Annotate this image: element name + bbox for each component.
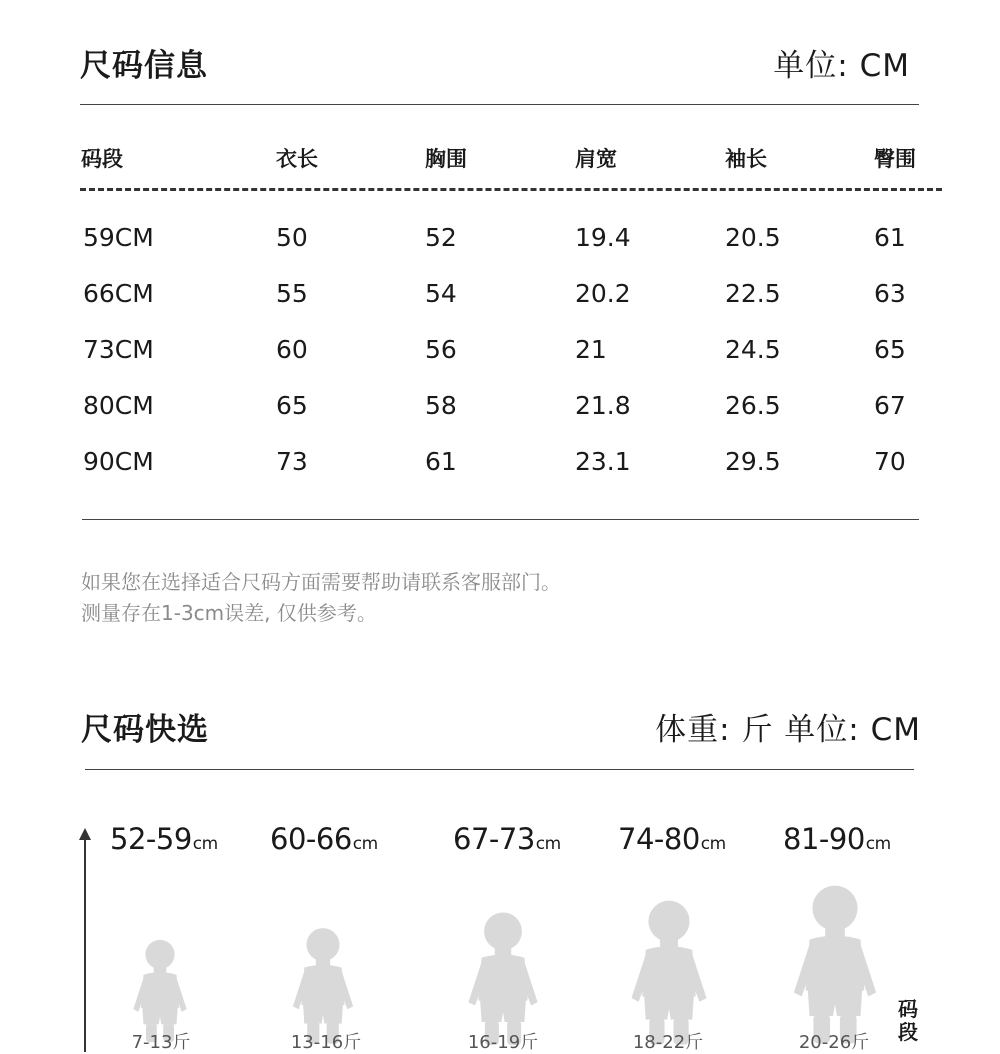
col-header-chest: 胸围	[425, 147, 467, 171]
table-cell: 24.5	[725, 335, 781, 364]
axis-label: 码段	[898, 997, 918, 1044]
table-cell: 22.5	[725, 279, 781, 308]
quick-select-title: 尺码快选	[81, 712, 209, 748]
table-cell: 20.5	[725, 223, 781, 252]
size-info-title: 尺码信息	[80, 48, 208, 84]
range-value: 67-73	[453, 822, 535, 856]
size-range-1[interactable]	[110, 822, 218, 856]
range-value: 52-59	[110, 822, 192, 856]
col-header-size: 码段	[81, 147, 123, 171]
size-range-5[interactable]	[783, 822, 891, 856]
table-cell: 19.4	[575, 223, 631, 252]
col-header-length: 衣长	[276, 147, 318, 171]
table-cell: 60	[276, 335, 308, 364]
help-note: 如果您在选择适合尺码方面需要帮助请联系客服部门。	[81, 570, 561, 594]
quick-select-divider	[85, 769, 914, 770]
measurement-note: 测量存在1-3cm误差, 仅供参考。	[81, 601, 377, 625]
table-cell: 55	[276, 279, 308, 308]
table-cell: 73CM	[83, 335, 154, 364]
quick-select-unit: 体重: 斤 单位: CM	[655, 712, 921, 748]
table-cell: 21	[575, 335, 607, 364]
weight-label-2: 13-16斤	[290, 1032, 362, 1053]
range-unit: cm	[192, 834, 218, 854]
table-cell: 65	[874, 335, 906, 364]
axis-arrow-icon	[76, 826, 94, 1052]
weight-label-3: 16-19斤	[467, 1032, 539, 1053]
table-cell: 65	[276, 391, 308, 420]
weight-label-5: 20-26斤	[798, 1032, 870, 1053]
size-range-3[interactable]	[453, 822, 561, 856]
table-bottom-divider	[82, 519, 919, 520]
size-info-unit: 单位: CM	[773, 48, 910, 84]
table-cell: 21.8	[575, 391, 631, 420]
table-cell: 70	[874, 447, 906, 476]
size-range-2[interactable]	[270, 822, 378, 856]
range-value: 81-90	[783, 822, 865, 856]
range-unit: cm	[535, 834, 561, 854]
range-value: 60-66	[270, 822, 352, 856]
col-header-hip: 臀围	[874, 147, 916, 171]
table-cell: 73	[276, 447, 308, 476]
col-header-shoulder: 肩宽	[575, 147, 617, 171]
size-range-4[interactable]	[618, 822, 726, 856]
table-cell: 50	[276, 223, 308, 252]
table-cell: 20.2	[575, 279, 631, 308]
table-cell: 90CM	[83, 447, 154, 476]
table-cell: 61	[874, 223, 906, 252]
table-cell: 66CM	[83, 279, 154, 308]
range-unit: cm	[352, 834, 378, 854]
table-cell: 54	[425, 279, 457, 308]
weight-label-4: 18-22斤	[632, 1032, 704, 1053]
table-cell: 67	[874, 391, 906, 420]
header-divider	[80, 104, 919, 105]
table-cell: 26.5	[725, 391, 781, 420]
table-cell: 56	[425, 335, 457, 364]
table-cell: 80CM	[83, 391, 154, 420]
table-cell: 52	[425, 223, 457, 252]
table-cell: 61	[425, 447, 457, 476]
range-value: 74-80	[618, 822, 700, 856]
col-header-sleeve: 袖长	[725, 147, 767, 171]
table-cell: 63	[874, 279, 906, 308]
range-unit: cm	[865, 834, 891, 854]
child-silhouette-5	[786, 882, 884, 1050]
dashed-divider	[80, 188, 942, 191]
table-cell: 58	[425, 391, 457, 420]
table-cell: 59CM	[83, 223, 154, 252]
table-cell: 23.1	[575, 447, 631, 476]
table-cell: 29.5	[725, 447, 781, 476]
weight-label-1: 7-13斤	[131, 1032, 191, 1053]
range-unit: cm	[700, 834, 726, 854]
